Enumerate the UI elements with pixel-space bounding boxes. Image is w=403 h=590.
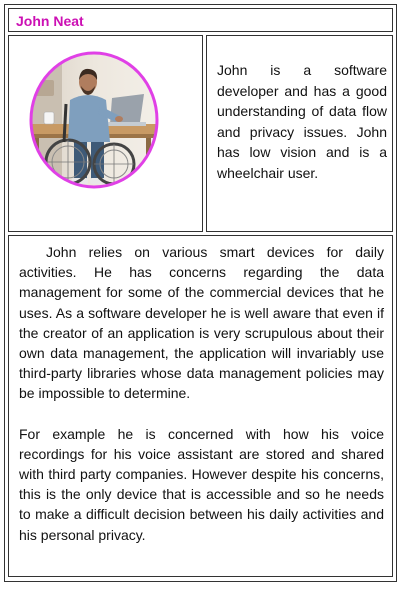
persona-name: John Neat	[16, 13, 84, 29]
story-paragraph-2: For example he is concerned with how his voice recordings for his voice assistant are stored and shared with third party companies. However despite his concerns, this is the only device that is accessible and so he needs to make a difficult decision between his daily activities and his personal privacy.	[19, 425, 384, 543]
persona-card	[4, 4, 397, 582]
photo-cell	[8, 35, 203, 232]
story-paragraph-1: John relies on various smart devices for daily activities. He has concerns regarding the data management for some of the commercial devices that he uses. As a software developer he is well aware that even if the creator of an application is very scrupulous about their own data management, the application will invariably use third-party libraries whose data management policies may be impossible to determine.	[19, 244, 384, 402]
persona-photo	[28, 50, 160, 190]
persona-header	[8, 8, 393, 32]
story-cell	[8, 235, 393, 577]
persona-story	[19, 242, 384, 545]
persona-bio: John is a software developer and has a good understanding of data flow and privacy issues. John has low vision and is a wheelchair user.	[217, 62, 387, 181]
bio-cell	[206, 35, 393, 232]
